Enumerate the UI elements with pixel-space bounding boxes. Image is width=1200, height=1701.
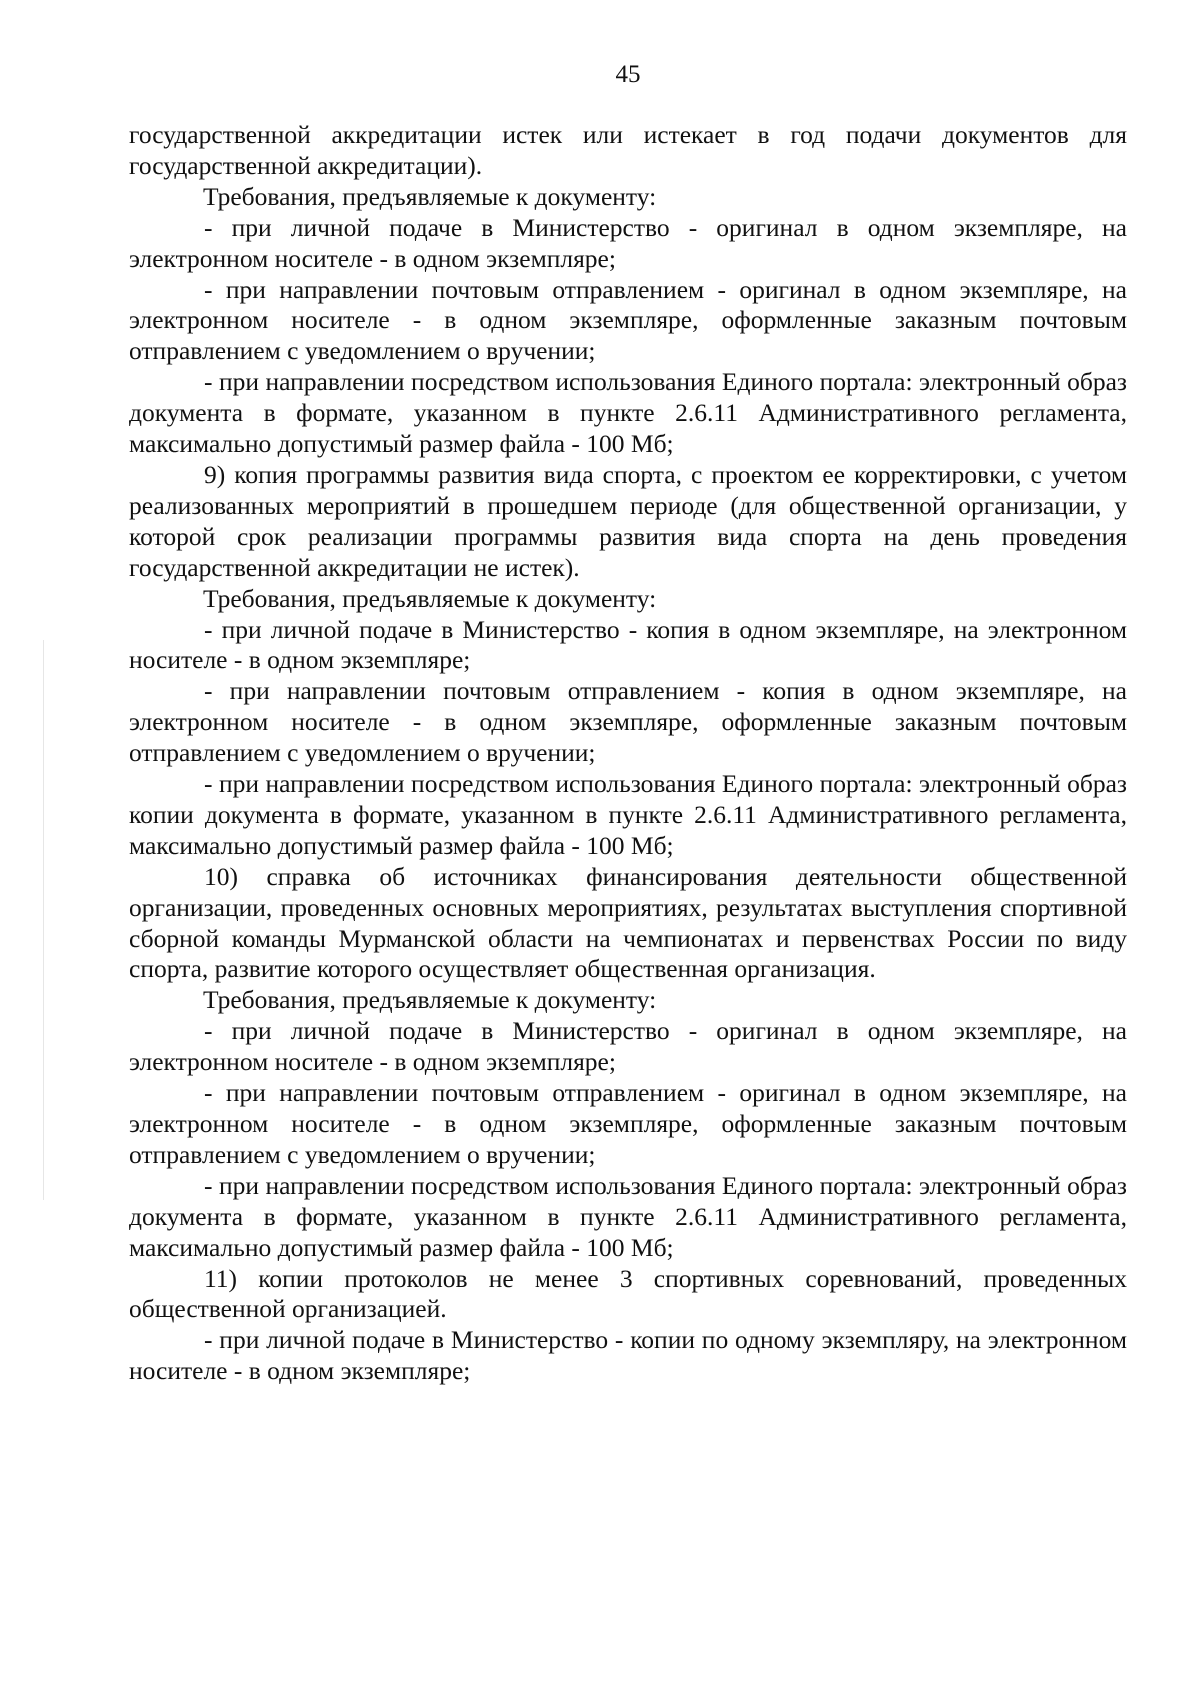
paragraph-continuation: государственной аккредитации истек или истекает в год подачи документов для государственной аккредитации).: [129, 120, 1127, 180]
paragraph-portal-submission: - при направлении посредством использования Единого портала: электронный образ документа в формате, указанном в пункте 2.6.11 Административного регламента, максимально допустимый размер файла - 100 Мб;: [129, 1170, 1127, 1262]
paragraph-postal-submission: - при направлении почтовым отправлением - оригинал в одном экземпляре, на электронном носителе - в одном экземпляре, оформленные заказным почтовым отправлением с уведомлением о вручении;: [129, 274, 1127, 366]
paragraph-personal-submission: - при личной подаче в Министерство - копии по одному экземпляру, на электронном носителе - в одном экземпляре;: [129, 1325, 1127, 1386]
page-number: 45: [615, 61, 641, 88]
paragraph-portal-submission: - при направлении посредством использования Единого портала: электронный образ копии документа в формате, указанном в пункте 2.6.11 Административного регламента, максимально допустимый размер файла - 100 Мб;: [129, 769, 1127, 860]
scan-edge-mark: [43, 640, 44, 1200]
paragraph-item-9: 9) копия программы развития вида спорта, с проектом ее корректировки, с учетом реализованных мероприятий в прошедшем периоде (для общественной организации, у которой срок реализации программы развития вида спорта на день проведения государственной аккредитации не истек).: [129, 459, 1127, 582]
paragraph-personal-submission: - при личной подаче в Министерство - оригинал в одном экземпляре, на электронном носителе - в одном экземпляре;: [129, 1016, 1127, 1077]
paragraph-requirements-heading: Требования, предъявляемые к документу:: [203, 583, 657, 613]
paragraph-personal-submission: - при личной подаче в Министерство - копия в одном экземпляре, на электронном носителе - в одном экземпляре;: [129, 614, 1127, 675]
paragraph-item-10: 10) справка об источниках финансирования деятельности общественной организации, проведенных основных мероприятиях, результатах выступления спортивной сборной команды Мурманской области на чемпионатах и первенствах России по виду спорта, развитие которого осуществляет общественная организация.: [129, 861, 1127, 984]
paragraph-requirements-heading: Требования, предъявляемые к документу:: [203, 181, 657, 211]
paragraph-postal-submission: - при направлении почтовым отправлением - копия в одном экземпляре, на электронном носителе - в одном экземпляре, оформленные заказным почтовым отправлением с уведомлением о вручении;: [129, 676, 1127, 768]
paragraph-portal-submission: - при направлении посредством использования Единого портала: электронный образ документа в формате, указанном в пункте 2.6.11 Административного регламента, максимально допустимый размер файла - 100 Мб;: [129, 367, 1127, 459]
paragraph-personal-submission: - при личной подаче в Министерство - оригинал в одном экземпляре, на электронном носителе - в одном экземпляре;: [129, 212, 1127, 273]
paragraph-item-11: 11) копии протоколов не менее 3 спортивных соревнований, проведенных общественной организацией.: [129, 1263, 1127, 1324]
paragraph-requirements-heading: Требования, предъявляемые к документу:: [203, 985, 657, 1015]
document-body: [129, 120, 1127, 1387]
paragraph-postal-submission: - при направлении почтовым отправлением - оригинал в одном экземпляре, на электронном носителе - в одном экземпляре, оформленные заказным почтовым отправлением с уведомлением о вручении;: [129, 1078, 1127, 1169]
